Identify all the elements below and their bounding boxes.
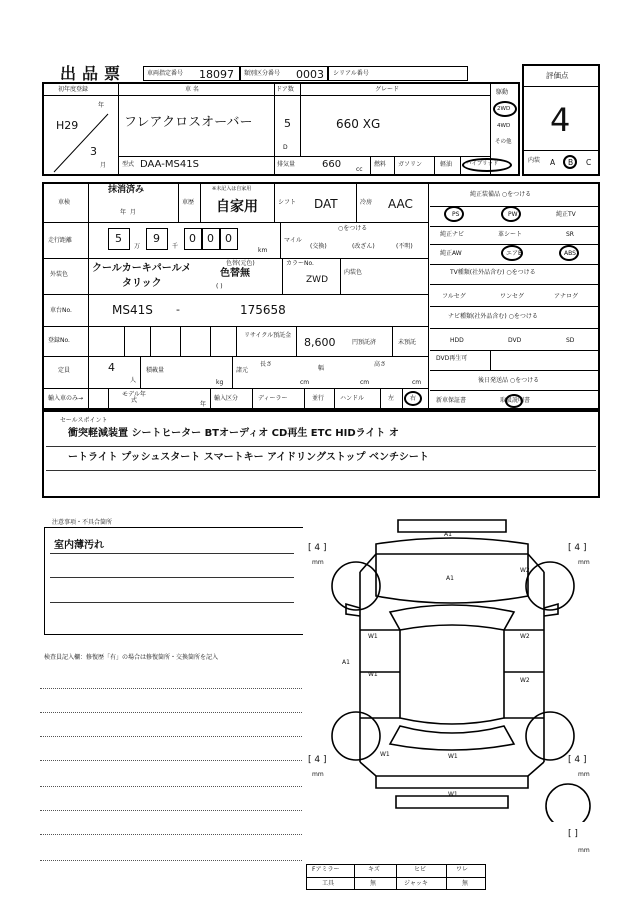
recolor-label: 色替(元色) [226, 260, 255, 267]
exterior-color-label: 外装色 [50, 271, 69, 278]
displacement-value: 660 [322, 159, 342, 170]
dimension-length-unit: cm [300, 379, 310, 386]
equip-airbag: エアB [506, 250, 523, 257]
after-manual: 取扱説明書 [500, 397, 531, 404]
recycle-label: リサイクル預託金 [244, 332, 292, 339]
first-reg-label: 初年度登録 [58, 86, 89, 93]
recycle-not: 未預託 [398, 339, 417, 346]
tread-spare: [ ] [568, 829, 578, 839]
interior-a: A [550, 158, 556, 167]
equip-leather: 革シート [498, 231, 523, 238]
damage-mark-7: W1 [368, 671, 378, 678]
chassis-label: 車台No. [50, 307, 72, 314]
tread-spare-unit: mm [578, 847, 590, 854]
reg-no-label: 登録No. [48, 337, 70, 344]
navi-title: ナビ種類(社外品含む) ○をつける [448, 313, 538, 320]
equip-ps-circle [444, 206, 464, 222]
shift-label: シフト [278, 199, 297, 206]
car-name-value: フレアクロスオーバー [124, 115, 253, 130]
chassis-dash: - [176, 303, 180, 316]
legend-value-none2: 無 [462, 880, 469, 887]
model-year-label: モデル年式 [122, 391, 146, 404]
inspection-label: 車検 [58, 199, 71, 206]
handle-right-circle [404, 391, 422, 406]
tread-rear-right-unit: mm [578, 771, 590, 778]
fuel-gasoline: ガソリン [398, 161, 423, 168]
equip-sr: SR [566, 231, 574, 238]
mile-opt-unknown: (不明) [396, 243, 413, 250]
import-dealer: ディーラー [258, 395, 288, 402]
equip-airbag-circle [501, 245, 523, 261]
ac-label: 冷房 [360, 199, 373, 206]
serial-number-label: シリアル番号 [333, 70, 369, 77]
equip-navi: 純正ナビ [440, 231, 465, 238]
damage-mark-10: W1 [448, 753, 458, 760]
tread-rear-right: [ 4 ] [568, 755, 587, 765]
equipment-title: 純正装備品 ○をつける [470, 191, 532, 198]
mileage-unit-km: km [258, 247, 268, 254]
after-manual-circle [505, 394, 523, 408]
recolor-paren: ( ) [216, 283, 223, 290]
score-value: 4 [550, 101, 571, 139]
legend-value-none1: 無 [370, 880, 377, 887]
tread-front-right: [ 4 ] [568, 543, 587, 553]
tv-analog: アナログ [554, 293, 579, 300]
fuel-label: 燃料 [374, 161, 387, 168]
recolor-value: 色替無 [220, 268, 250, 279]
interior-c: C [586, 158, 592, 167]
equip-tv: 純正TV [556, 211, 576, 218]
tread-front-left: [ 4 ] [308, 543, 327, 553]
exterior-color-line2: タリック [122, 278, 162, 289]
tv-fullseg: フルセグ [442, 293, 466, 300]
model-value: DAA-MS41S [140, 159, 199, 170]
exterior-color-line1: クールカーキパールメ [92, 263, 192, 274]
mileage-digit-3: 0 [189, 232, 196, 245]
recycle-unit: 円預託済 [352, 339, 377, 346]
mile-opt-tampered: (改ざん) [352, 243, 375, 250]
serial-number-field [328, 66, 468, 81]
color-no-label: カラーNo. [286, 260, 314, 267]
legend-header-mirror: Fアミラー [312, 866, 340, 873]
damage-mark-6: A1 [342, 659, 350, 666]
class-number-label: 類別区分番号 [244, 70, 281, 77]
dimension-width-unit: cm [360, 379, 370, 386]
doors-d: D [283, 144, 288, 151]
damage-mark-4: W1 [368, 633, 378, 640]
dimension-length-label: 長さ [260, 361, 273, 368]
tread-rear-left: [ 4 ] [308, 755, 327, 765]
mileage-digit-2: 9 [153, 232, 160, 245]
equip-pw-circle [501, 206, 521, 222]
drive-2wd-circle [493, 101, 517, 117]
mileage-digit-1: 5 [115, 232, 122, 245]
vehicle-designation-field [143, 66, 240, 81]
handle-right: 右 [410, 395, 417, 402]
navi-dvd-play: DVD再生可 [436, 355, 468, 362]
mile-label: マイル [284, 237, 302, 244]
mileage-digit-4: 0 [207, 232, 214, 245]
fuel-diesel: 軽油 [440, 161, 453, 168]
sales-points-line2: ートライト プッシュスタート スマートキー アイドリングストップ ベンチシート [68, 452, 429, 463]
tv-title: TV種類(社外品含む) ○をつける [450, 269, 536, 276]
mileage-digit-5: 0 [225, 232, 232, 245]
fuel-hybrid-circle [462, 158, 512, 172]
equip-abs: ABS [564, 250, 576, 257]
class-number-value: 0003 [296, 68, 324, 81]
grade-label: グレード [375, 86, 400, 93]
score-box [522, 64, 600, 176]
first-reg-year-unit: 年 [98, 102, 105, 109]
inspection-ym: 年 月 [120, 209, 137, 216]
after-warranty: 新車保証書 [436, 397, 467, 404]
after-title: 後日発送品 ○をつける [478, 377, 540, 384]
dimension-width-label: 幅 [318, 365, 325, 372]
load-unit: kg [216, 379, 224, 386]
model-label: 型式 [122, 161, 135, 168]
car-name-label: 車 名 [185, 86, 199, 93]
drive-4wd: 4WD [497, 123, 511, 129]
tread-rear-left-unit: mm [312, 771, 324, 778]
damage-mark-2: A1 [446, 575, 454, 582]
score-label: 評価点 [546, 71, 569, 80]
mileage-mark-note: ○をつける [338, 225, 368, 232]
displacement-label: 排気量 [277, 161, 296, 168]
ac-value: AAC [388, 197, 413, 211]
car-damage-diagram [306, 512, 606, 822]
vehicle-designation-label: 車両指定番号 [147, 70, 184, 77]
tv-oneseg: ワンセグ [500, 293, 525, 300]
equip-abs-circle [559, 245, 579, 261]
sales-points-label: セールスポイント [60, 417, 108, 424]
page-title: 出品票 [60, 64, 127, 83]
vehicle-designation-value: 18097 [199, 68, 234, 81]
sales-points-line1: 衝突軽減装置 シートヒーター BTオーディオ CD再生 ETC HIDライト オ [68, 428, 399, 439]
class-number-field [240, 66, 328, 81]
drive-label: 駆動 [496, 89, 509, 96]
capacity-value: 4 [108, 361, 115, 374]
legend-value-jack: ジャッキ [404, 880, 428, 887]
legend-header-scratch: キズ [368, 866, 380, 873]
inspection-value: 抹消済み [108, 185, 145, 195]
shift-value: DAT [314, 197, 338, 211]
history-note: ※未記入は自家用 [212, 186, 252, 192]
navi-sd: SD [566, 337, 575, 344]
navi-dvd: DVD [508, 337, 522, 344]
capacity-label: 定員 [58, 367, 71, 374]
interior-b-circle [563, 155, 577, 169]
equip-ps: PS [452, 211, 460, 218]
damage-mark-8: W2 [520, 677, 530, 684]
legend-header-crack: ヒビ [414, 866, 427, 873]
mile-opt-replaced: (交換) [310, 243, 327, 250]
chassis-prefix: MS41S [112, 303, 153, 317]
equip-pw: PW [508, 211, 518, 218]
doors-label: ドア数 [276, 86, 294, 93]
mileage-unit-sen: 千 [172, 243, 179, 250]
first-reg-diagonal [44, 96, 118, 174]
recycle-value: 8,600 [304, 336, 336, 349]
chassis-number: 175658 [240, 303, 286, 317]
dimension-height-unit: cm [412, 379, 422, 386]
inspector-note: 検査員記入欄：修復歴「有」の場合は修復箇所・交換箇所を記入 [44, 654, 219, 661]
handle-label: ハンドル [340, 395, 365, 402]
grade-value: 660 XG [336, 117, 381, 131]
import-parallel: 並行 [312, 395, 325, 402]
first-reg-month: 3 [90, 145, 97, 158]
history-value: 自家用 [216, 199, 258, 215]
import-label: 輸入車のみ→ [48, 395, 84, 402]
doors-value: 5 [284, 117, 291, 130]
dimension-height-label: 高さ [374, 361, 387, 368]
first-reg-month-unit: 月 [100, 162, 107, 169]
interior-color-label: 内装色 [344, 269, 363, 276]
color-no-value: ZWD [306, 275, 328, 285]
damage-mark-9: W1 [380, 751, 390, 758]
drive-2wd: 2WD [497, 106, 511, 112]
legend-value-tools: 工具 [322, 880, 335, 887]
dimension-label: 諸元 [236, 367, 249, 374]
navi-hdd: HDD [450, 337, 464, 344]
legend-header-break: ワレ [456, 866, 469, 873]
tread-front-right-unit: mm [578, 559, 590, 566]
capacity-unit: 人 [130, 377, 137, 384]
tread-front-left-unit: mm [312, 559, 324, 566]
mileage-label: 走行距離 [48, 237, 73, 244]
interior-b: B [568, 158, 574, 167]
notes-line1: 室内薄汚れ [54, 540, 104, 551]
damage-mark-5: W2 [520, 633, 530, 640]
drive-other: その他 [495, 139, 512, 145]
damage-mark-11: W1 [448, 791, 458, 798]
import-type-label: 輸入区分 [214, 395, 239, 402]
mileage-unit-man: 万 [134, 243, 141, 250]
first-reg-era: H29 [56, 119, 79, 132]
notes-label: 注意事項・不具合箇所 [52, 519, 113, 526]
history-label: 車歴 [182, 199, 195, 206]
damage-mark-1: A1 [444, 531, 452, 538]
damage-mark-3: W2 [520, 567, 530, 574]
fuel-hybrid: ハイブリッド [466, 161, 499, 167]
load-label: 積載量 [146, 367, 165, 374]
interior-label: 内装 [528, 157, 541, 164]
displacement-unit: cc [356, 166, 363, 173]
handle-left: 左 [388, 395, 395, 402]
model-year-unit: 年 [200, 401, 207, 408]
equip-aw: 純正AW [440, 250, 462, 257]
